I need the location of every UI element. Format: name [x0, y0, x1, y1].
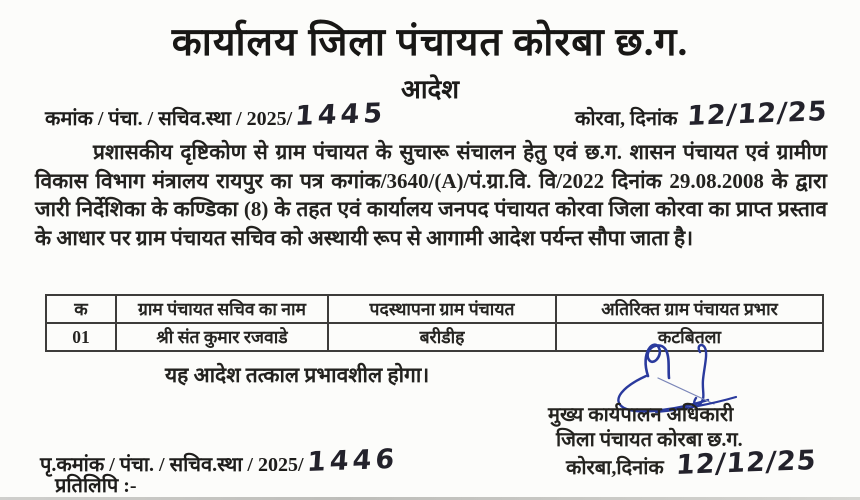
cell-posting-panchayat: बरीडीह: [328, 323, 556, 351]
date-handwritten-top: 12/12/25: [686, 96, 830, 132]
cell-secretary-name: श्री संत कुमार रजवाडे: [116, 323, 328, 351]
signatory-designation: मुख्य कार्यपालन अधिकारी: [548, 404, 734, 426]
endorsement-number-label: पृ.कमांक / पंचा. / सचिव.स्था / 2025/: [40, 454, 304, 476]
place-date-label-bottom: कोरबा,दिनांक: [566, 457, 664, 479]
reference-number-label: कमांक / पंचा. / सचिव.स्था / 2025/: [45, 108, 293, 130]
order-body-paragraph: प्रशासकीय दृष्टिकोण से ग्राम पंचायत के सुचारू संचालन हेतु एवं छ.ग. शासन पंचायत एवं ग्रामीण विकास विभाग मंत्रालय रायपुर का पत्र कगांक/3640/(A)/पं.ग्रा.वि. वि/2022 दिनांक 29.08.2008 के द्वारा जारी निर्देशिका के कण्डिका (8) के तहत एवं कार्यालय जनपद पंचायत कोरवा जिला कोरवा का प्राप्त प्रस्ताव के आधार पर ग्राम पंचायत सचिव को अस्थायी रूप से आगामी आदेश पर्यन्त सौपा जाता है।: [35, 140, 827, 250]
cell-additional-charge: कटबितला: [556, 323, 823, 351]
signatory-office: जिला पंचायत कोरबा छ.ग.: [556, 429, 743, 451]
cell-serial: 01: [46, 323, 116, 351]
reference-number-handwritten: 1445: [294, 97, 388, 132]
table-header-secretary-name: ग्राम पंचायत सचिव का नाम: [116, 295, 328, 323]
place-date-label-top: कोरवा, दिनांक: [575, 108, 678, 130]
office-title: कार्यालय जिला पंचायत कोरबा छ.ग.: [171, 21, 689, 64]
order-heading: आदेश: [400, 75, 460, 104]
table-header-additional-charge: अतिरिक्त ग्राम पंचायत प्रभार: [556, 295, 823, 323]
place-date-line-top: [575, 96, 830, 132]
endorsement-number-handwritten: 1446: [305, 443, 399, 478]
reference-number-line: [45, 97, 388, 132]
copy-to-label: प्रतिलिपि :-: [55, 475, 137, 497]
date-handwritten-bottom: 12/12/25: [674, 445, 818, 481]
effective-immediately-line: यह आदेश तत्काल प्रभावशील होगा।: [165, 363, 430, 387]
table-header-row: [46, 295, 823, 323]
table-header-serial: क: [46, 295, 116, 323]
table-header-posting-panchayat: पदस्थापना ग्राम पंचायत: [328, 295, 556, 323]
place-date-line-bottom: [566, 445, 818, 481]
